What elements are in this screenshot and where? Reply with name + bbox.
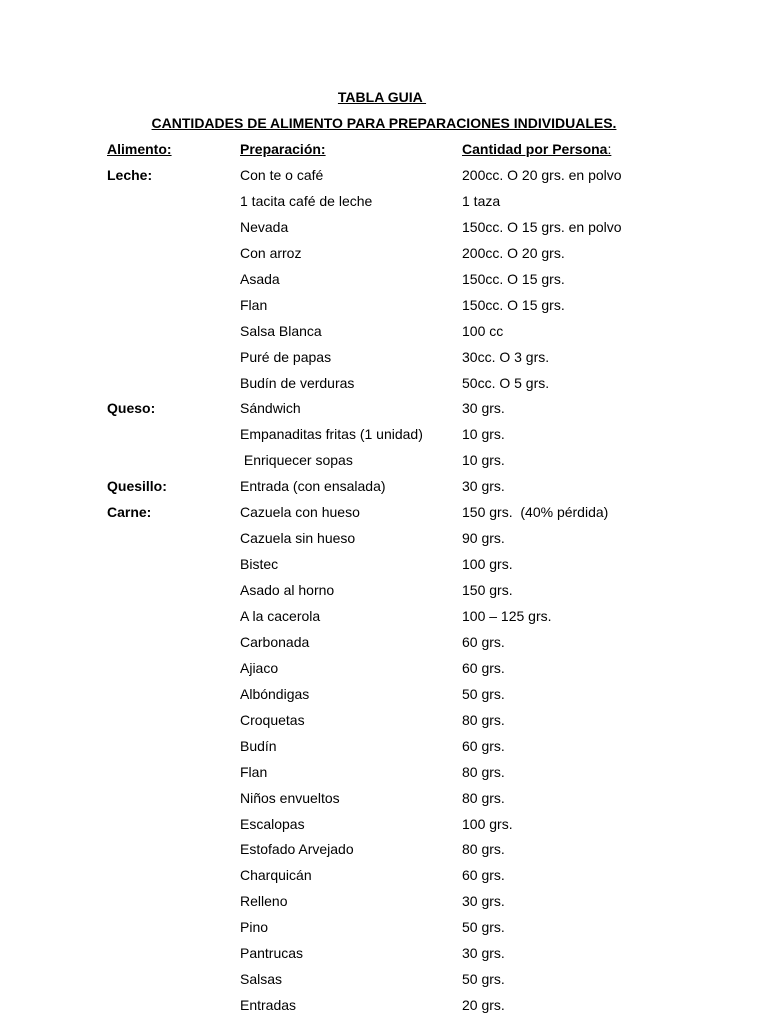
row-cantidad: 80 grs. — [462, 790, 505, 806]
table-row — [0, 167, 768, 193]
row-preparacion: Salsas — [240, 971, 283, 987]
row-cantidad: 20 grs. — [462, 997, 505, 1013]
table-row — [0, 919, 768, 945]
table-row — [0, 790, 768, 816]
table-row — [0, 867, 768, 893]
row-preparacion: Escalopas — [240, 816, 305, 832]
row-cantidad: 60 grs. — [462, 634, 505, 650]
table-header — [0, 141, 768, 167]
row-preparacion: Entradas — [240, 997, 297, 1013]
row-preparacion: Con arroz — [240, 245, 302, 261]
row-preparacion: Asado al horno — [240, 582, 335, 598]
row-cantidad: 30cc. O 3 grs. — [462, 349, 550, 365]
row-cantidad: 80 grs. — [462, 764, 505, 780]
table-row — [0, 945, 768, 971]
row-cantidad: 50 grs. — [462, 971, 505, 987]
row-preparacion: Pantrucas — [240, 945, 304, 961]
table-row — [0, 686, 768, 712]
table-row — [0, 426, 768, 452]
row-preparacion: Niños envueltos — [240, 790, 340, 806]
row-cantidad: 50 grs. — [462, 919, 505, 935]
row-preparacion: Con te o café — [240, 167, 324, 183]
row-preparacion: Charquicán — [240, 867, 312, 883]
row-cantidad: 100 – 125 grs. — [462, 608, 552, 624]
row-preparacion: Relleno — [240, 893, 288, 909]
row-preparacion: Asada — [240, 271, 280, 287]
header-preparacion: Preparación: — [240, 141, 326, 157]
row-preparacion: Empanaditas fritas (1 unidad) — [240, 426, 423, 442]
row-cantidad: 60 grs. — [462, 660, 505, 676]
row-cantidad: 10 grs. — [462, 426, 505, 442]
row-cantidad: 150 grs. — [462, 582, 513, 598]
table-row — [0, 478, 768, 504]
table-row — [0, 219, 768, 245]
table-row — [0, 375, 768, 401]
row-preparacion: Sándwich — [240, 400, 301, 416]
table-row — [0, 400, 768, 426]
table-row — [0, 323, 768, 349]
row-cantidad: 10 grs. — [462, 452, 505, 468]
row-alimento: Queso: — [107, 400, 156, 416]
row-preparacion: Estofado Arvejado — [240, 841, 354, 857]
row-preparacion: Flan — [240, 297, 268, 313]
row-cantidad: 30 grs. — [462, 400, 505, 416]
table-row — [0, 271, 768, 297]
table-row — [0, 297, 768, 323]
row-cantidad: 80 grs. — [462, 841, 505, 857]
row-preparacion: A la cacerola — [240, 608, 321, 624]
row-preparacion: Entrada (con ensalada) — [240, 478, 386, 494]
row-alimento: Carne: — [107, 504, 152, 520]
row-cantidad: 200cc. O 20 grs. — [462, 245, 565, 261]
row-preparacion: Budín — [240, 738, 277, 754]
row-cantidad: 30 grs. — [462, 478, 505, 494]
table-row — [0, 634, 768, 660]
header-cantidad-colon: : — [607, 141, 612, 157]
table-row — [0, 193, 768, 219]
row-cantidad: 200cc. O 20 grs. en polvo — [462, 167, 622, 183]
row-preparacion: Carbonada — [240, 634, 310, 650]
document-title: TABLA GUIA — [337, 89, 427, 105]
row-preparacion: Enriquecer sopas — [240, 452, 353, 468]
table-row — [0, 504, 768, 530]
row-cantidad: 100 grs. — [462, 556, 513, 572]
row-preparacion: Croquetas — [240, 712, 305, 728]
row-preparacion: Flan — [240, 764, 268, 780]
row-cantidad: 90 grs. — [462, 530, 505, 546]
row-cantidad: 150cc. O 15 grs. — [462, 297, 565, 313]
row-preparacion: 1 tacita café de leche — [240, 193, 373, 209]
table-row — [0, 452, 768, 478]
row-alimento: Quesillo: — [107, 478, 167, 494]
row-preparacion: Budín de verduras — [240, 375, 355, 391]
row-cantidad: 150 grs. (40% pérdida) — [462, 504, 609, 520]
row-preparacion: Nevada — [240, 219, 289, 235]
table-row — [0, 245, 768, 271]
table-row — [0, 349, 768, 375]
table-row — [0, 712, 768, 738]
row-cantidad: 1 taza — [462, 193, 501, 209]
row-preparacion: Ajiaco — [240, 660, 279, 676]
row-preparacion: Bistec — [240, 556, 279, 572]
row-cantidad: 100 cc — [462, 323, 504, 339]
row-cantidad: 60 grs. — [462, 738, 505, 754]
row-alimento: Leche: — [107, 167, 153, 183]
table-row — [0, 764, 768, 790]
row-cantidad: 30 grs. — [462, 945, 505, 961]
row-cantidad: 50cc. O 5 grs. — [462, 375, 550, 391]
row-preparacion: Albóndigas — [240, 686, 310, 702]
row-cantidad: 80 grs. — [462, 712, 505, 728]
table-row — [0, 893, 768, 919]
row-cantidad: 150cc. O 15 grs. — [462, 271, 565, 287]
row-cantidad: 100 grs. — [462, 816, 513, 832]
header-cantidad — [462, 141, 611, 157]
table-row — [0, 997, 768, 1023]
table-row — [0, 582, 768, 608]
row-preparacion: Cazuela sin hueso — [240, 530, 356, 546]
row-preparacion: Puré de papas — [240, 349, 332, 365]
row-preparacion: Salsa Blanca — [240, 323, 322, 339]
row-cantidad: 60 grs. — [462, 867, 505, 883]
table-row — [0, 556, 768, 582]
header-alimento: Alimento: — [107, 141, 172, 157]
row-cantidad: 150cc. O 15 grs. en polvo — [462, 219, 622, 235]
table-row — [0, 660, 768, 686]
header-cantidad-label: Cantidad por Persona — [462, 141, 608, 157]
table-row — [0, 608, 768, 634]
row-preparacion: Pino — [240, 919, 269, 935]
table-row — [0, 816, 768, 842]
table-row — [0, 530, 768, 556]
document-subtitle: CANTIDADES DE ALIMENTO PARA PREPARACIONES INDIVIDUALES. — [151, 115, 617, 131]
table-row — [0, 841, 768, 867]
row-preparacion: Cazuela con hueso — [240, 504, 360, 520]
row-cantidad: 50 grs. — [462, 686, 505, 702]
table-row — [0, 971, 768, 997]
row-cantidad: 30 grs. — [462, 893, 505, 909]
table-row — [0, 738, 768, 764]
